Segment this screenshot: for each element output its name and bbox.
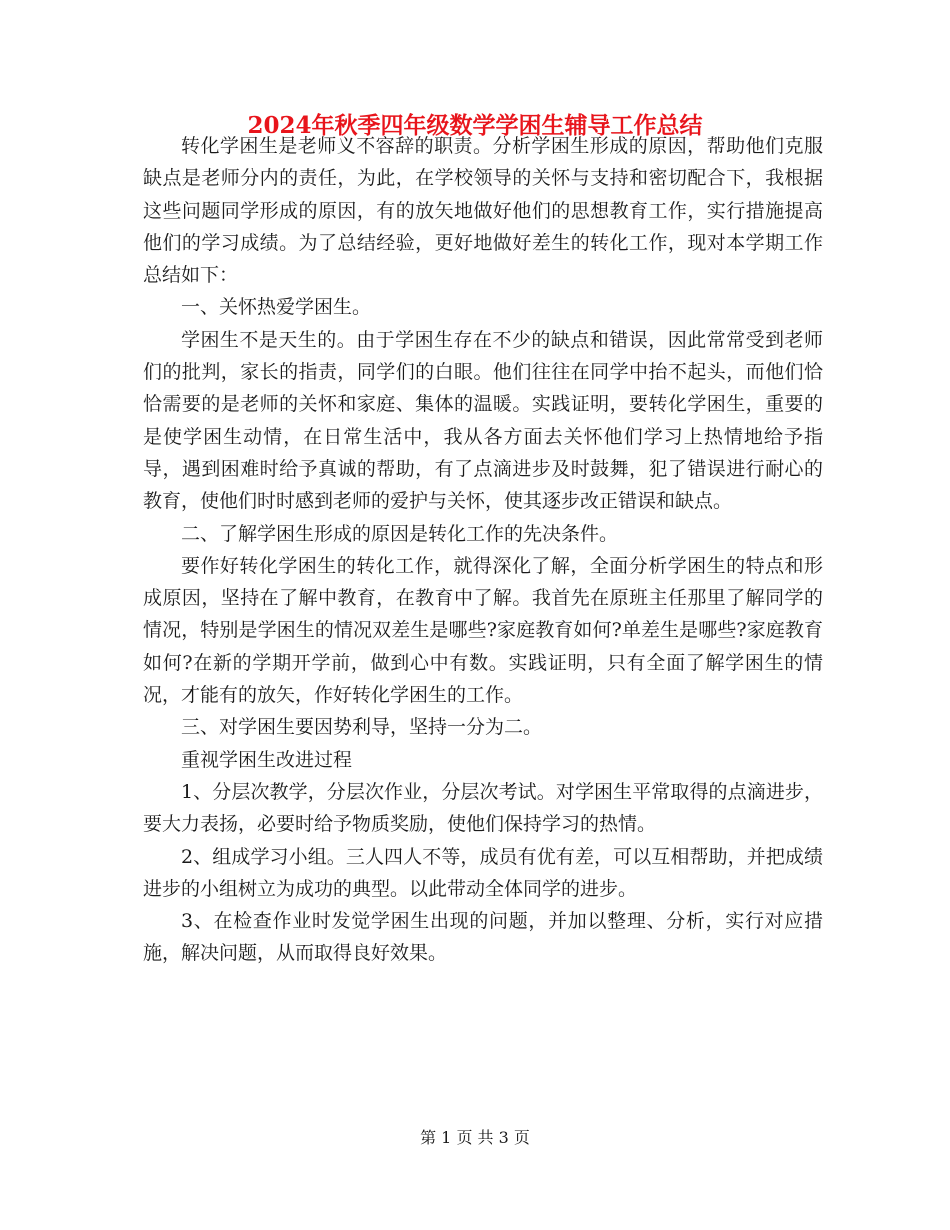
list-item-3: 3、在检查作业时发觉学困生出现的问题，并加以整理、分析，实行对应措施，解决问题，从而取得良好效果。 bbox=[143, 910, 823, 965]
section-heading-3: 三、对学困生要因势利导，坚持一分为二。 bbox=[181, 716, 543, 739]
document-title: 2024年秋季四年级数学学困生辅导工作总结 bbox=[247, 112, 703, 139]
section-heading-1: 一、关怀热爱学困生。 bbox=[181, 296, 372, 319]
list-item-1: 1、分层次教学，分层次作业，分层次考试。对学困生平常取得的点滴进步，要大力表扬，必要时给予物质奖励，使他们保持学习的热情。 bbox=[143, 780, 823, 836]
list-item-2: 2、组成学习小组。三人四人不等，成员有优有差，可以互相帮助，并把成绩进步的小组树立为成功的典型。以此带动全体同学的进步。 bbox=[143, 845, 823, 900]
page-footer: 第 1 页 共 3 页 bbox=[420, 1128, 530, 1147]
subheading-improvement: 重视学困生改进过程 bbox=[181, 748, 353, 771]
paragraph-intro: 转化学困生是老师义不容辞的职责。分析学困生形成的原因，帮助他们克服缺点是老师分内的责任，为此，在学校领导的关怀与支持和密切配合下，我根据这些问题同学形成的原因，有的放矢地做好他们的思想教育工作，实行措施提高他们的学习成绩。为了总结经验，更好地做好差生的转化工作，现对本学期工作总结如下： bbox=[143, 135, 823, 287]
section-heading-2: 二、了解学困生形成的原因是转化工作的先决条件。 bbox=[181, 522, 619, 545]
paragraph-section-1: 学困生不是天生的。由于学困生存在不少的缺点和错误，因此常常受到老师们的批判，家长的指责，同学们的白眼。他们往往在同学中抬不起头，而他们恰恰需要的是老师的关怀和家庭、集体的温暖。实践证明，要转化学困生，重要的是使学困生动情，在日常生活中，我从各方面去关怀他们学习上热情地给予指导，遇到困难时给予真诚的帮助，有了点滴进步及时鼓舞，犯了错误进行耐心的教育，使他们时时感到老师的爱护与关怀，使其逐步改正错误和缺点。 bbox=[143, 328, 823, 513]
paragraph-section-2: 要作好转化学困生的转化工作，就得深化了解，全面分析学困生的特点和形成原因，坚持在了解中教育，在教育中了解。我首先在原班主任那里了解同学的情况，特别是学困生的情况双差生是哪些?家庭教育如何?单差生是哪些?家庭教育如何?在新的学期开学前，做到心中有数。实践证明，只有全面了解学困生的情况，才能有的放矢，作好转化学困生的工作。 bbox=[143, 554, 823, 707]
document-body bbox=[143, 130, 823, 970]
